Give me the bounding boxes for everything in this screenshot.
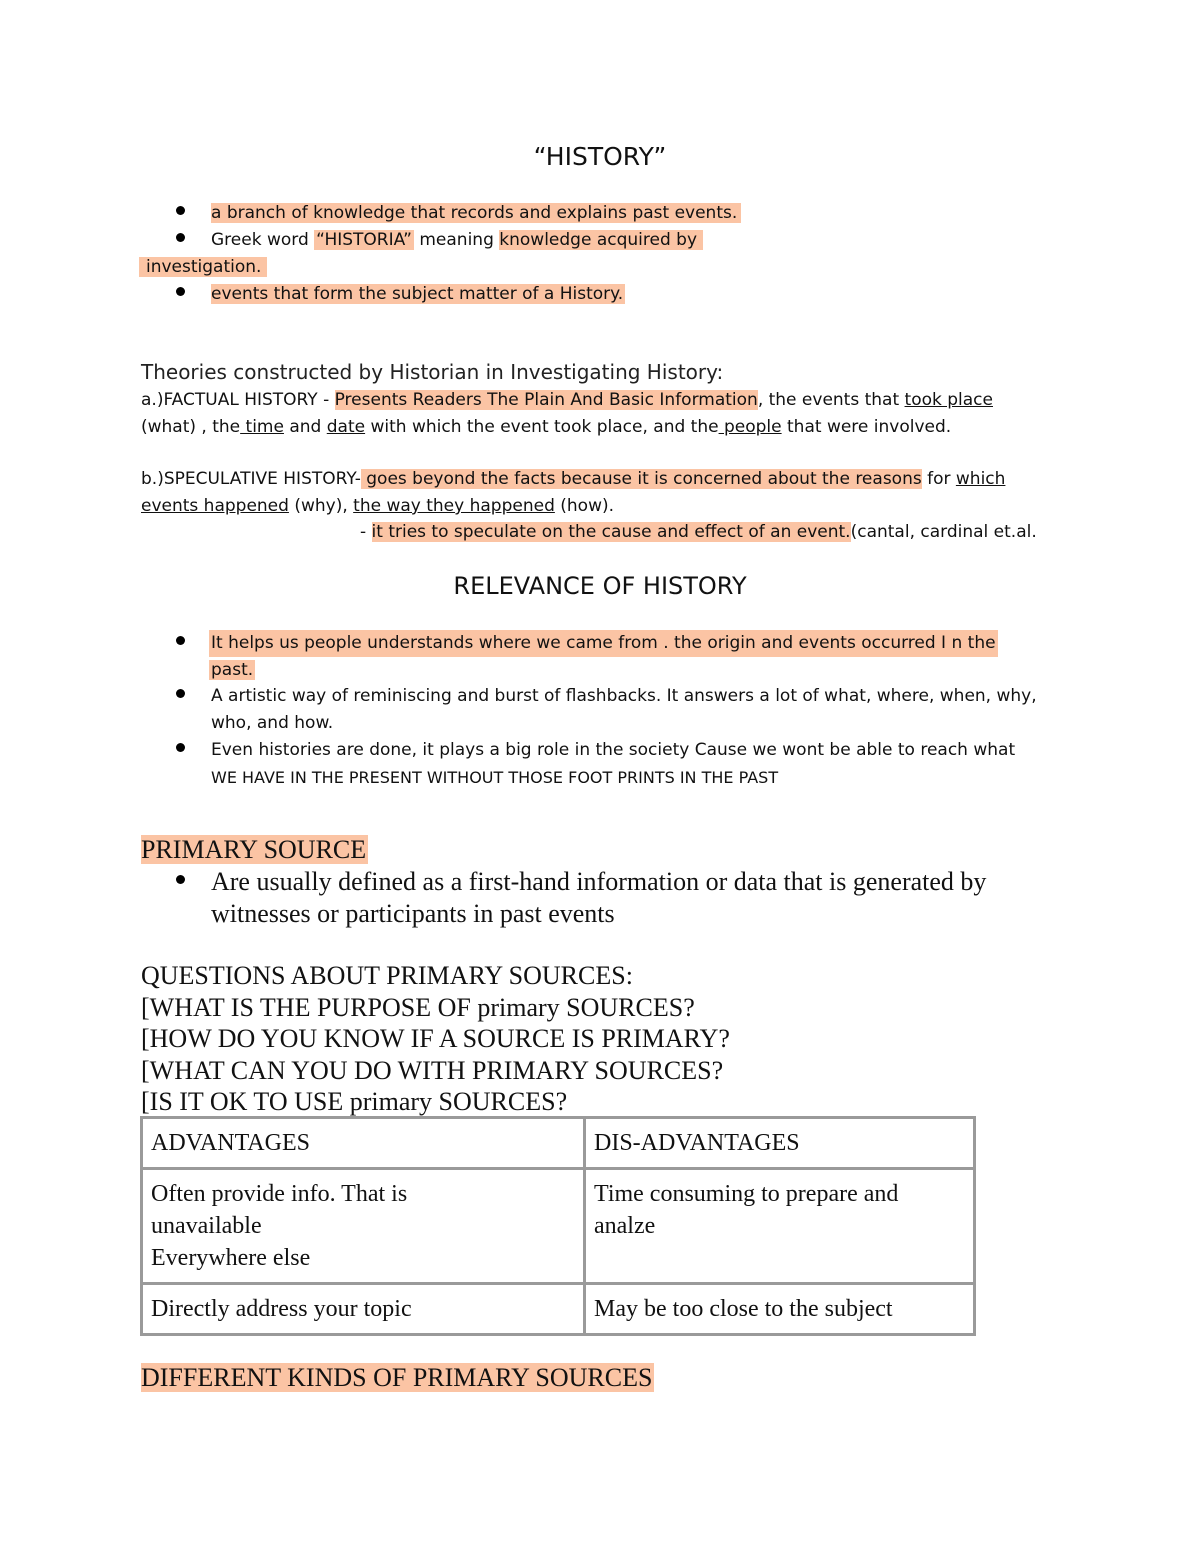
definition-mid: meaning (413, 230, 500, 250)
definition-item (211, 200, 741, 227)
table-header-row (142, 1118, 975, 1169)
factual-took-place: took place (904, 390, 993, 410)
primary-definition-line1: Are usually defined as a first-hand information or data that is generated by (211, 867, 987, 896)
definition-meaning-cont: investigation. (139, 257, 267, 277)
speculative-highlight: goes beyond the facts because it is concerned about the reasons (360, 469, 922, 489)
relevance-item: A artistic way of reminiscing and burst of flashbacks. It answers a lot of what, where, when, why, (211, 686, 1037, 706)
definition-meaning: knowledge acquired by (499, 230, 703, 250)
speculative-history-line1 (141, 466, 1005, 493)
cell-line: Often provide info. That is (151, 1181, 408, 1207)
factual-label: a.)FACTUAL HISTORY - (141, 390, 335, 410)
speculative-history-line2 (141, 493, 614, 520)
cell-line: analze (594, 1213, 656, 1239)
page-title: “HISTORY” (533, 142, 667, 171)
question-item: [IS IT OK TO USE primary SOURCES? (141, 1087, 568, 1116)
speculative-citation: (cantal, cardinal et.al. (850, 522, 1037, 542)
definition-continuation (139, 254, 267, 281)
factual-highlight: Presents Readers The Plain And Basic Information (334, 390, 758, 410)
table-cell (585, 1169, 975, 1284)
table-header-cell: ADVANTAGES (142, 1118, 585, 1169)
theories-heading: Theories constructed by Historian in Investigating History: (141, 360, 724, 384)
table-row (142, 1284, 975, 1335)
speculative-events-happened: events happened (141, 496, 289, 516)
speculative-the-way: the way they happened (353, 496, 555, 516)
speculative-why: (why), (288, 496, 354, 516)
bullet-icon (176, 875, 185, 884)
questions-heading: QUESTIONS ABOUT PRIMARY SOURCES: (141, 961, 633, 990)
cell-line: Directly address your topic (151, 1296, 412, 1322)
bullet-icon (176, 287, 185, 296)
factual-history-line2 (141, 414, 951, 441)
cell-line: unavailable (151, 1213, 262, 1239)
bullet-icon (176, 689, 185, 698)
definition-item (211, 227, 703, 254)
relevance-text-line2: past. (211, 660, 254, 680)
primary-source-heading (141, 834, 368, 866)
cell-line: May be too close to the subject (594, 1296, 893, 1322)
definition-text: events that form the subject matter of a History. (211, 284, 624, 304)
table-row (142, 1169, 975, 1284)
relevance-item (209, 630, 998, 657)
question-item: [WHAT CAN YOU DO WITH PRIMARY SOURCES? (141, 1056, 724, 1085)
factual-what: (what) , the (141, 417, 241, 437)
speculative-label: b.)SPECULATIVE HISTORY- (141, 469, 361, 489)
factual-rest: , the events that (757, 390, 905, 410)
kinds-heading (141, 1362, 654, 1394)
table-cell (142, 1284, 585, 1335)
factual-time: time (240, 417, 284, 437)
question-item: [WHAT IS THE PURPOSE OF primary SOURCES? (141, 993, 695, 1022)
factual-mid: with which the event took place, and the (365, 417, 719, 437)
relevance-item-cont: who, and how. (211, 713, 334, 733)
bullet-icon (176, 743, 185, 752)
speculative-speculate: it tries to speculate on the cause and effect of an event. (371, 522, 851, 542)
definition-term: “HISTORIA” (316, 230, 412, 250)
cell-line: Everywhere else (151, 1245, 311, 1271)
table-header-cell: DIS-ADVANTAGES (585, 1118, 975, 1169)
relevance-heading: RELEVANCE OF HISTORY (453, 572, 747, 600)
primary-definition-line2: witnesses or participants in past events (211, 899, 615, 928)
speculative-history-line3 (360, 519, 1037, 546)
factual-and: and (283, 417, 327, 437)
question-item: [HOW DO YOU KNOW IF A SOURCE IS PRIMARY? (141, 1024, 730, 1053)
relevance-item-cont: WE HAVE IN THE PRESENT WITHOUT THOSE FOOT PRINTS IN THE PAST (211, 768, 779, 787)
speculative-how: (how). (554, 496, 615, 516)
factual-people: people (718, 417, 782, 437)
primary-source-heading-text: PRIMARY SOURCE (141, 835, 367, 864)
speculative-which: which (955, 469, 1006, 489)
cell-line: Time consuming to prepare and (594, 1181, 899, 1207)
relevance-item-cont (209, 657, 255, 684)
factual-end: that were involved. (781, 417, 952, 437)
kinds-heading-text: DIFFERENT KINDS OF PRIMARY SOURCES (141, 1363, 653, 1392)
speculative-for: for (921, 469, 956, 489)
speculative-dash: - (360, 522, 372, 542)
definition-text: a branch of knowledge that records and explains past events. (211, 203, 741, 223)
bullet-icon (176, 206, 185, 215)
advantages-table (140, 1116, 976, 1336)
definition-item (211, 281, 625, 308)
bullet-icon (176, 233, 185, 242)
definition-prefix: Greek word (211, 230, 315, 250)
relevance-text-line1: It helps us people understands where we came from . the origin and events occurred I n the (209, 630, 998, 657)
relevance-item: Even histories are done, it plays a big role in the society Cause we wont be able to reach what (211, 740, 1016, 760)
table-cell (142, 1169, 585, 1284)
bullet-icon (176, 636, 185, 645)
factual-history-line1 (141, 387, 993, 414)
table-cell (585, 1284, 975, 1335)
factual-date: date (326, 417, 366, 437)
